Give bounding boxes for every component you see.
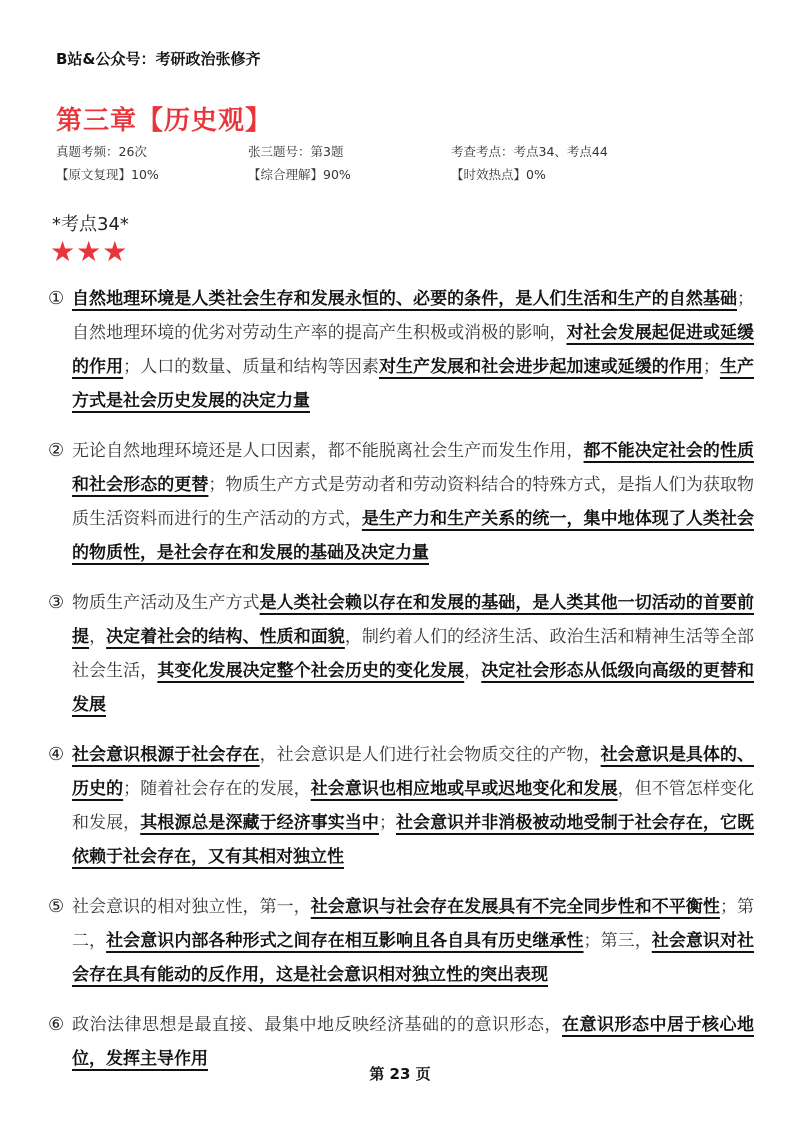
knowledge-points-list	[48, 282, 754, 1092]
point-number: ③	[48, 592, 65, 613]
explanation-text: ；	[702, 357, 720, 377]
explanation-text: ，	[89, 627, 107, 647]
topic-label: *考点34*	[52, 214, 129, 235]
explanation-text: ；自然地理环境的优劣对劳动生产率的提高产生积极或消极的影响，	[72, 289, 754, 343]
key-phrase: 社会意识并非消极被动地受制于社会存在，它既依赖于社会存在，又有其相对独立性	[72, 813, 755, 867]
key-phrase: 决定着社会的结构、性质和面貌	[106, 627, 345, 647]
point-text	[72, 586, 754, 722]
point-number: ⑤	[48, 896, 65, 917]
explanation-text: ，社会意识是人们进行社会物质交往的产物，	[259, 745, 601, 765]
original-text-ratio: 【原文复现】10%	[56, 167, 159, 182]
question-number: 张三题号：第3题	[248, 144, 344, 159]
key-phrase: 生产方式是社会历史发展的决定力量	[72, 357, 755, 411]
knowledge-point	[48, 434, 754, 570]
key-phrase: 其根源总是深藏于经济事实当中	[140, 813, 379, 833]
explanation-text: ，但不管怎样变化和发展，	[72, 779, 755, 833]
key-phrase: 在意识形态中居于核心地位，发挥主导作用	[72, 1015, 754, 1069]
knowledge-point	[48, 738, 754, 874]
explanation-text: 物质生产活动及生产方式	[72, 593, 260, 613]
explanation-text: ；第二，	[72, 897, 755, 951]
explanation-text: ；	[378, 813, 396, 833]
key-phrase: 社会意识也相应地或早或迟地变化和发展	[310, 779, 618, 799]
explanation-text: ；第三，	[583, 931, 652, 951]
exam-points: 考查考点：考点34、考点44	[451, 144, 608, 159]
explanation-text: ；物质生产方式是劳动者和劳动资料结合的特殊方式，是指人们为获取物质生活资料而进行的生产活动的方式，	[72, 475, 755, 529]
key-phrase: 对社会发展起促进或延缓的作用	[72, 323, 755, 377]
key-phrase: 社会意识与社会存在发展具有不完全同步性和不平衡性	[310, 897, 720, 917]
point-number: ⑥	[48, 1014, 65, 1035]
explanation-text: 无论自然地理环境还是人口因素，都不能脱离社会生产而发生作用，	[72, 441, 584, 461]
explanation-text: ，	[464, 661, 482, 681]
hot-topic-ratio: 【时效热点】0%	[451, 167, 546, 182]
key-phrase: 对生产发展和社会进步起加速或延缓的作用	[378, 357, 703, 377]
point-number: ②	[48, 440, 65, 461]
key-phrase: 都不能决定社会的性质和社会形态的更替	[72, 441, 755, 495]
key-phrase: 自然地理环境是人类社会生存和发展永恒的、必要的条件，是人们生活和生产的自然基础	[72, 289, 737, 309]
explanation-text: ，制约着人们的经济生活、政治生活和精神生活等全部社会生活，	[72, 627, 755, 681]
explanation-text: 社会意识的相对独立性，第一，	[72, 897, 311, 917]
key-phrase: 是生产力和生产关系的统一，集中地体现了人类社会的物质性，是社会存在和发展的基础及决定力量	[72, 509, 755, 563]
explanation-text: ；人口的数量、质量和结构等因素	[123, 357, 379, 377]
knowledge-point	[48, 282, 754, 418]
knowledge-point	[48, 586, 754, 722]
point-text	[72, 434, 754, 570]
key-phrase: 是人类社会赖以存在和发展的基础，是人类其他一切活动的首要前提	[72, 593, 755, 647]
key-phrase: 社会意识根源于社会存在	[72, 745, 260, 765]
key-phrase: 社会意识内部各种形式之间存在相互影响且各自具有历史继承性	[106, 931, 584, 951]
point-text	[72, 282, 754, 418]
star-rating: ★★★	[50, 235, 129, 268]
key-phrase: 其变化发展决定整个社会历史的变化发展	[157, 661, 465, 681]
exam-frequency: 真题考频：26次	[56, 144, 147, 159]
point-text	[72, 738, 754, 874]
brand-header: B站&公众号：考研政治张修齐	[56, 50, 261, 68]
key-phrase: 社会意识是具体的、历史的	[72, 745, 755, 799]
point-number: ①	[48, 288, 65, 309]
explanation-text: 政治法律思想是最直接、最集中地反映经济基础的的意识形态，	[72, 1015, 562, 1035]
point-text	[72, 890, 754, 992]
comprehension-ratio: 【综合理解】90%	[248, 167, 351, 182]
knowledge-point	[48, 890, 754, 992]
key-phrase: 决定社会形态从低级向高级的更替和发展	[72, 661, 755, 715]
chapter-title: 第三章【历史观】	[56, 106, 273, 136]
page-number: 第 23 页	[369, 1065, 431, 1083]
explanation-text: ；随着社会存在的发展，	[123, 779, 311, 799]
key-phrase: 社会意识对社会存在具有能动的反作用，这是社会意识相对独立性的突出表现	[72, 931, 755, 985]
point-number: ④	[48, 744, 65, 765]
